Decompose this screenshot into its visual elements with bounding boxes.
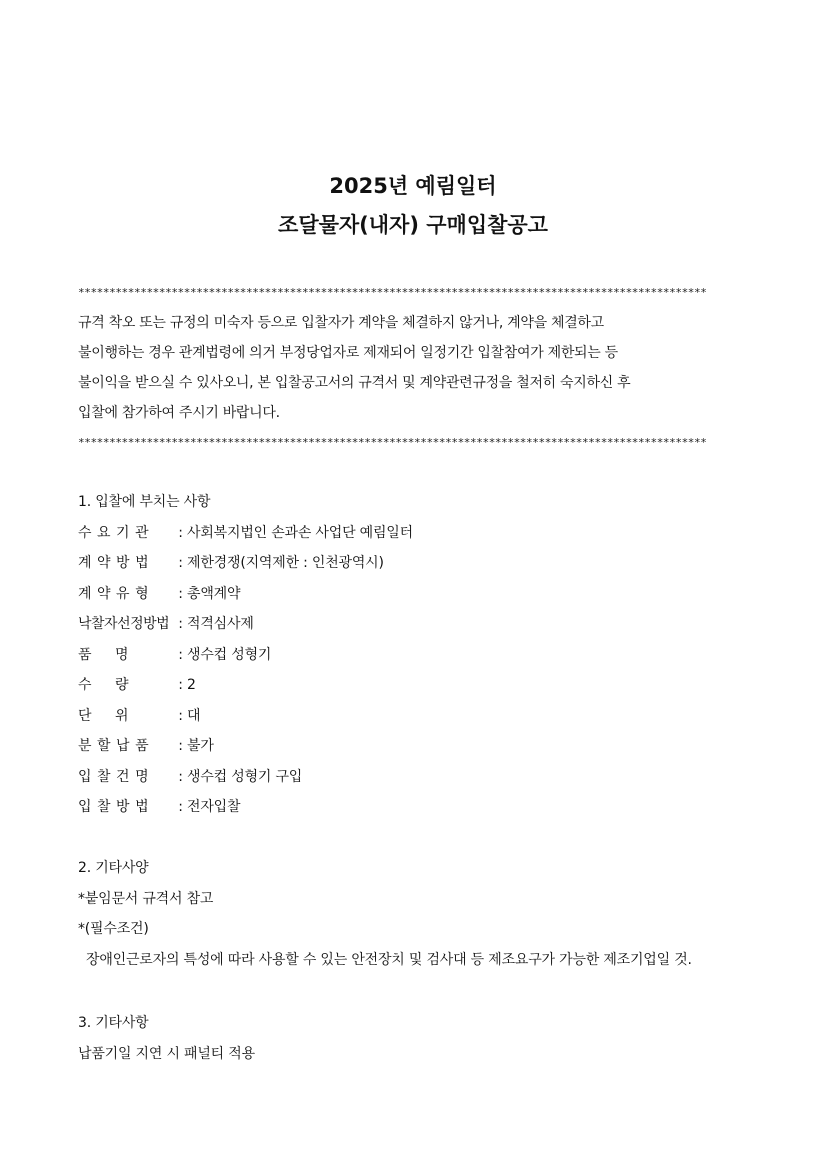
field-row-unit <box>78 701 778 732</box>
field-row-quantity <box>78 670 778 701</box>
field-value: : 총액계약 <box>174 585 241 602</box>
field-value: : 사회복지법인 손과손 사업단 예림일터 <box>174 524 413 541</box>
notice-line: 규격 착오 또는 규정의 미숙자 등으로 입찰자가 계약을 체결하지 않거나, 계약을 체결하고 <box>78 315 604 331</box>
field-label: 수요기관 <box>78 524 155 541</box>
spec-line: *붙임문서 규격서 참고 <box>78 890 214 907</box>
field-label: 낙찰자선정방법 <box>78 616 170 632</box>
field-value: : 제한경쟁(지역제한 : 인천광역시) <box>174 555 384 571</box>
field-row-item-name <box>78 640 778 671</box>
field-label: 입찰방법 <box>78 799 155 815</box>
field-value: : 생수컵 성형기 <box>174 646 272 663</box>
field-label: 단 위 <box>78 707 138 724</box>
document-title-line1: 2025년 예림일터 <box>329 174 497 198</box>
notice-block <box>78 308 758 428</box>
section-bid-items <box>78 487 778 823</box>
field-row-bid-title <box>78 762 778 793</box>
field-value: : 전자입찰 <box>174 799 241 815</box>
field-label: 계약방법 <box>78 555 155 571</box>
section-heading: 3. 기타사항 <box>78 1015 149 1031</box>
field-label: 수 량 <box>78 677 138 693</box>
spec-line: 장애인근로자의 특성에 따라 사용할 수 있는 안전장치 및 검사대 등 제조요구가 가능한 제조기업일 것. <box>86 951 692 968</box>
notice-line: 불이행하는 경우 관계법령에 의거 부정당업자로 제재되어 일정기간 입찰참여가 제한되는 등 <box>78 345 618 361</box>
field-row-demand-agency <box>78 518 778 549</box>
section-other-matters <box>78 1008 778 1069</box>
notice-line: 입찰에 참가하여 주시기 바랍니다. <box>78 405 280 421</box>
field-row-contract-type <box>78 579 778 610</box>
field-label: 품 명 <box>78 646 138 663</box>
field-label: 입찰건명 <box>78 768 155 785</box>
field-value: : 적격심사제 <box>174 616 254 632</box>
spec-line: *(필수조건) <box>78 921 149 937</box>
field-value: : 불가 <box>174 738 214 754</box>
field-row-bid-method <box>78 792 778 823</box>
field-value: : 생수컵 성형기 구입 <box>174 768 303 785</box>
separator-bottom: ***************************************************************************************************** <box>78 436 707 449</box>
field-label: 분할납품 <box>78 738 155 754</box>
field-row-contract-method <box>78 548 778 579</box>
field-row-partial-delivery <box>78 731 778 762</box>
separator-top: ***************************************************************************************************** <box>78 286 707 299</box>
section-heading: 2. 기타사양 <box>78 860 149 876</box>
field-value: : 2 <box>174 677 196 693</box>
notice-line: 불이익을 받으실 수 있사오니, 본 입찰공고서의 규격서 및 계약관련규정을 철저히 숙지하신 후 <box>78 375 631 391</box>
section-other-specs <box>78 853 778 975</box>
field-row-award-method <box>78 609 778 640</box>
matter-line: 납품기일 지연 시 패널티 적용 <box>78 1045 255 1062</box>
section-heading: 1. 입찰에 부치는 사항 <box>78 494 211 510</box>
field-label: 계약유형 <box>78 585 155 602</box>
document-title-line2: 조달물자(내자) 구매입찰공고 <box>278 213 548 237</box>
field-value: : 대 <box>174 707 201 724</box>
